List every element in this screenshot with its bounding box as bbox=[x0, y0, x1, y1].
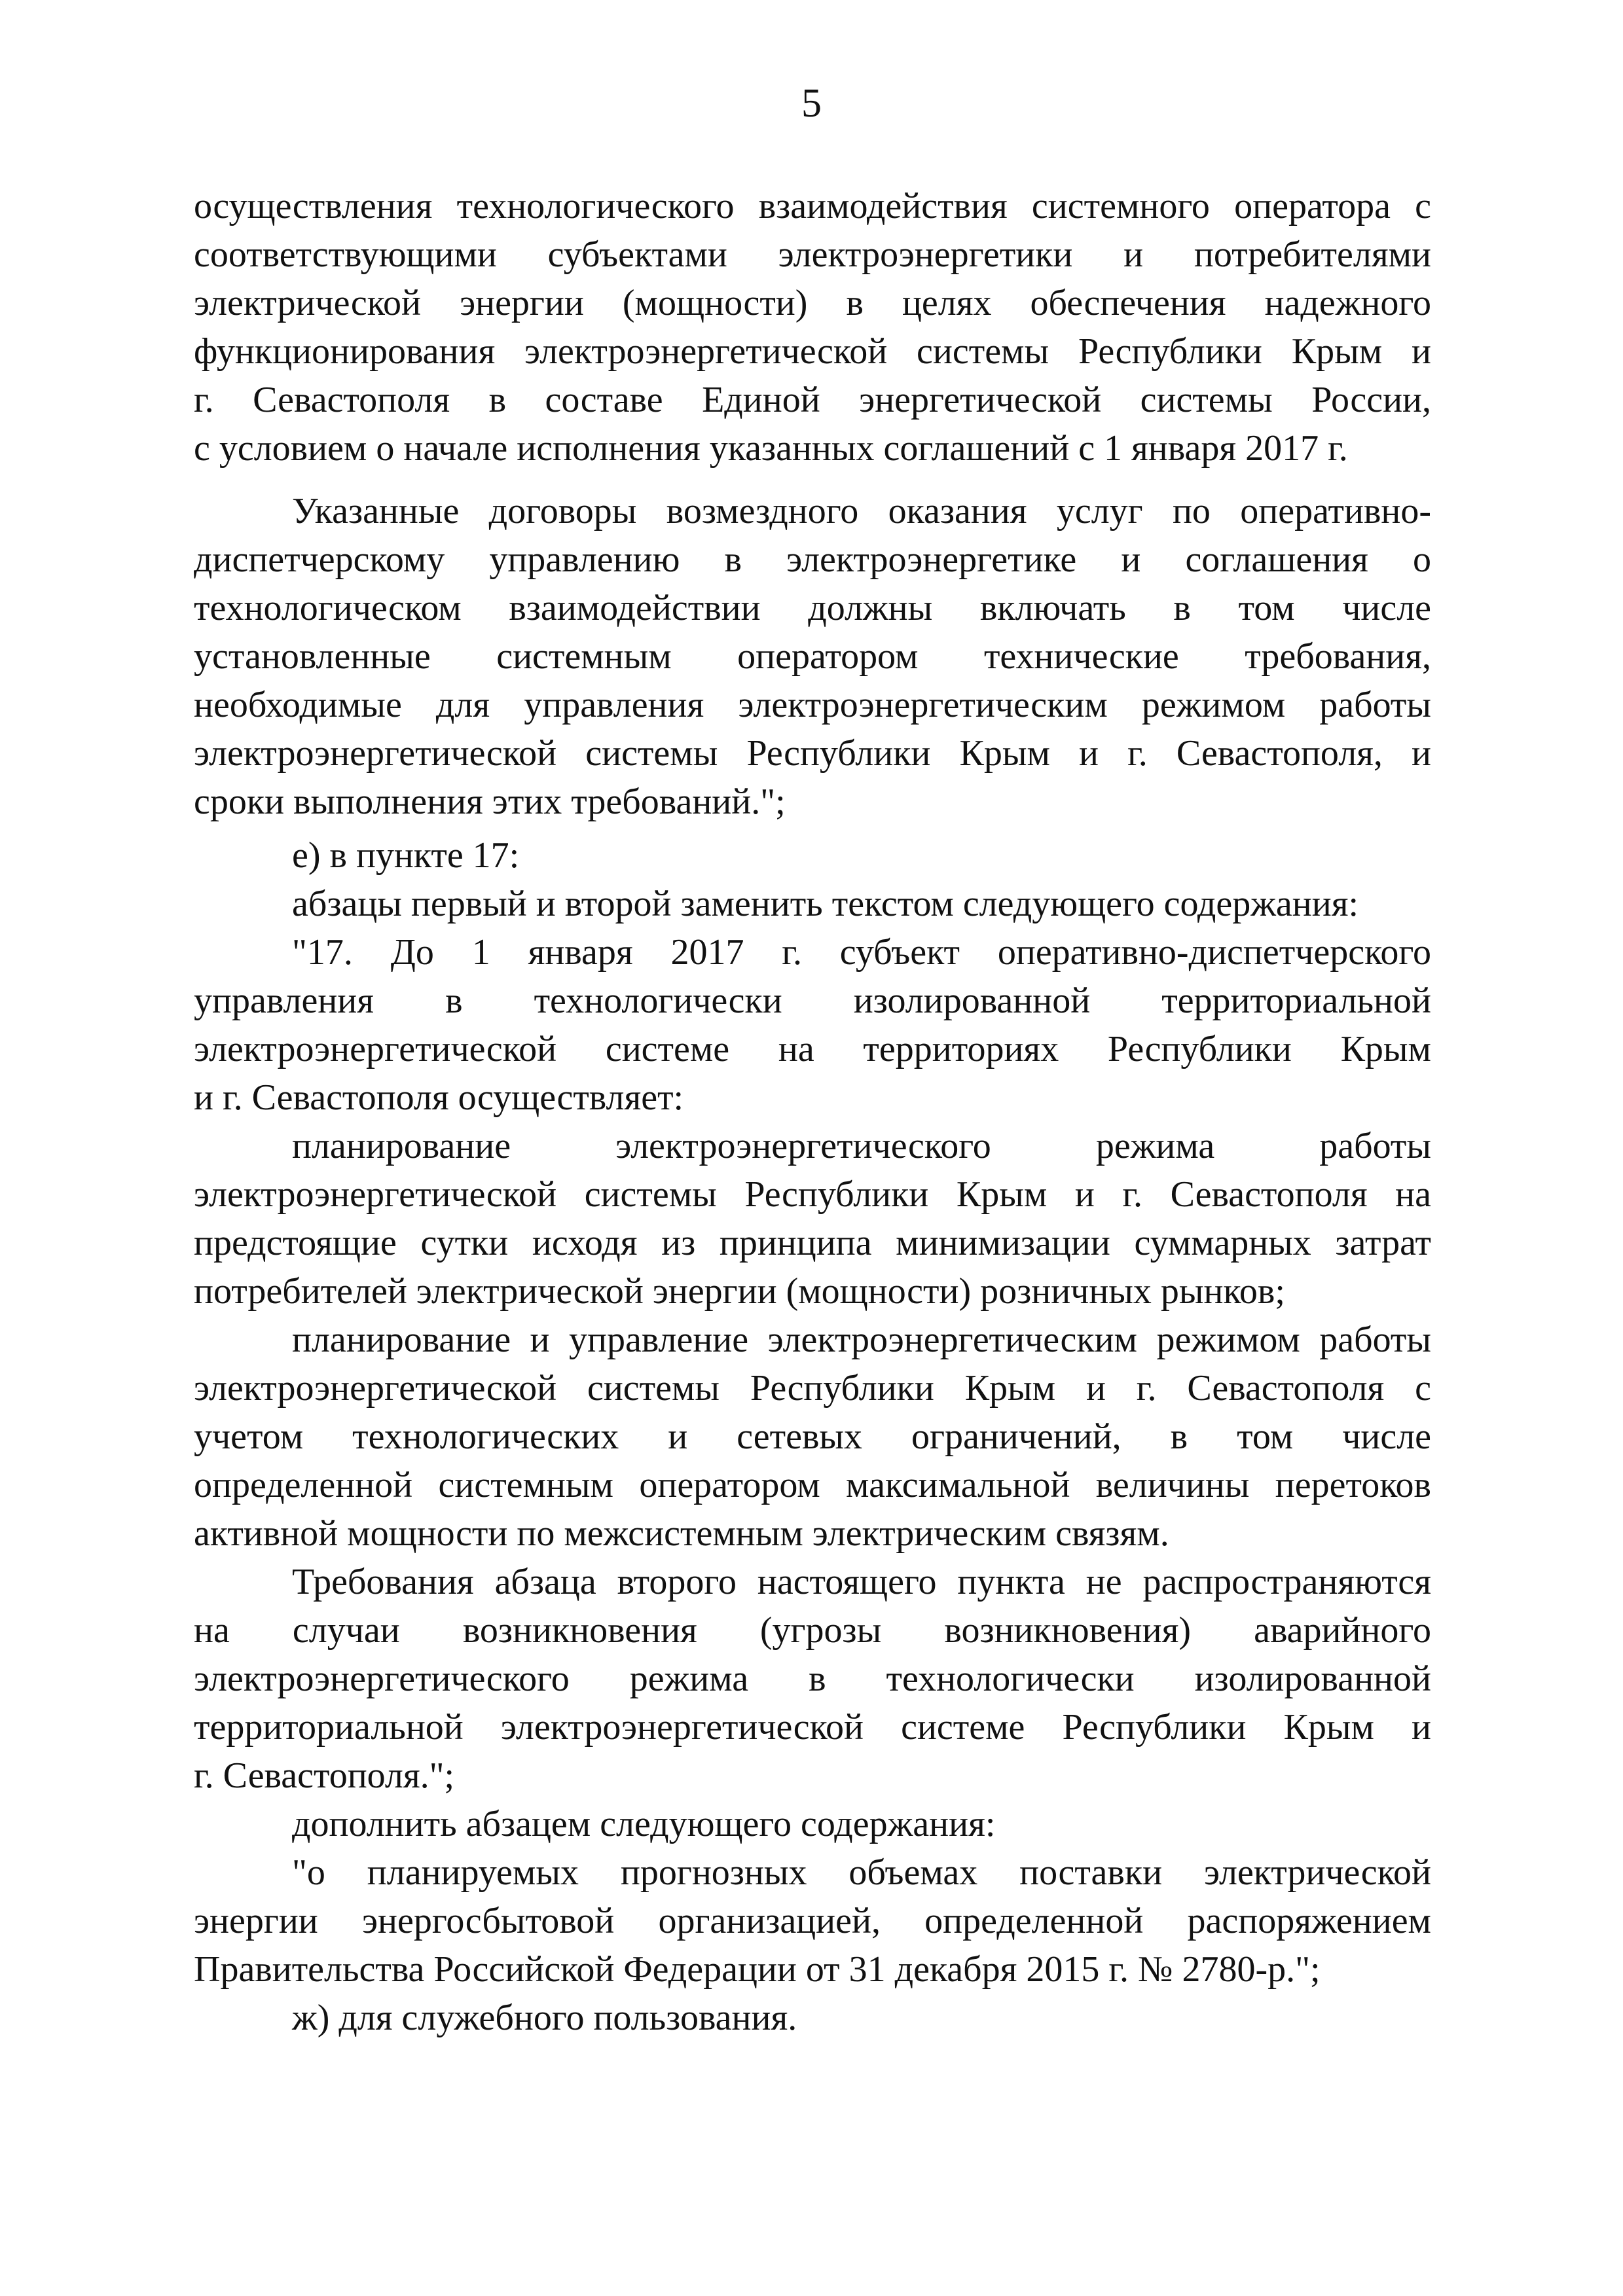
text-line: сроки выполнения этих требований."; bbox=[194, 781, 786, 822]
text-line: определенной системным оператором максимальной величины перетоков bbox=[194, 1465, 1431, 1505]
text-line: территориальной электроэнергетической системе Республики Крым и bbox=[194, 1707, 1431, 1748]
text-line: управления в технологически изолированной территориальной bbox=[194, 980, 1431, 1021]
document-body bbox=[194, 182, 1431, 2042]
text-line: Правительства Российской Федерации от 31 декабря 2015 г. № 2780-р."; bbox=[194, 1949, 1321, 1990]
text-line: учетом технологических и сетевых ограничений, в том числе bbox=[194, 1416, 1431, 1457]
text-line: Указанные договоры возмездного оказания услуг по оперативно- bbox=[292, 491, 1431, 531]
text-line: "17. До 1 января 2017 г. субъект оперативно-диспетчерского bbox=[292, 932, 1431, 973]
text-line: "о планируемых прогнозных объемах поставки электрической bbox=[292, 1852, 1431, 1893]
text-line: е) в пункте 17: bbox=[292, 835, 520, 876]
text-line: г. Севастополя в составе Единой энергетической системы России, bbox=[194, 380, 1431, 420]
text-line: электроэнергетической системы Республики Крым и г. Севастополя на bbox=[194, 1174, 1431, 1215]
text-line: дополнить абзацем следующего содержания: bbox=[292, 1804, 996, 1844]
text-line: необходимые для управления электроэнергетическим режимом работы bbox=[194, 685, 1431, 725]
text-line: и г. Севастополя осуществляет: bbox=[194, 1077, 684, 1118]
text-line: предстоящие сутки исходя из принципа минимизации суммарных затрат bbox=[194, 1223, 1431, 1263]
page-number: 5 bbox=[801, 81, 822, 126]
text-line: ж) для служебного пользования. bbox=[292, 1998, 797, 2038]
text-line: планирование электроэнергетического режима работы bbox=[292, 1126, 1431, 1166]
text-line: Требования абзаца второго настоящего пункта не распространяются bbox=[292, 1562, 1431, 1602]
text-line: с условием о начале исполнения указанных соглашений с 1 января 2017 г. bbox=[194, 428, 1348, 469]
text-line: электроэнергетической системы Республики Крым и г. Севастополя, и bbox=[194, 733, 1431, 774]
text-line: абзацы первый и второй заменить текстом следующего содержания: bbox=[292, 884, 1359, 924]
text-line: диспетчерскому управлению в электроэнергетике и соглашения о bbox=[194, 539, 1431, 580]
text-line: электроэнергетического режима в технологически изолированной bbox=[194, 1659, 1431, 1699]
text-line: технологическом взаимодействии должны включать в том числе bbox=[194, 588, 1431, 628]
text-line: энергии энергосбытовой организацией, определенной распоряжением bbox=[194, 1901, 1431, 1941]
text-line: осуществления технологического взаимодействия системного оператора с bbox=[194, 186, 1431, 226]
text-line: на случаи возникновения (угрозы возникновения) аварийного bbox=[194, 1610, 1431, 1651]
text-line: г. Севастополя."; bbox=[194, 1755, 455, 1796]
text-line: потребителей электрической энергии (мощности) розничных рынков; bbox=[194, 1271, 1285, 1312]
text-line: установленные системным оператором технические требования, bbox=[194, 636, 1431, 677]
text-line: планирование и управление электроэнергетическим режимом работы bbox=[292, 1319, 1431, 1360]
text-line: электроэнергетической системе на территориях Республики Крым bbox=[194, 1029, 1431, 1069]
text-line: функционирования электроэнергетической системы Республики Крым и bbox=[194, 331, 1431, 372]
text-line: электрической энергии (мощности) в целях обеспечения надежного bbox=[194, 283, 1431, 323]
text-line: электроэнергетической системы Республики Крым и г. Севастополя с bbox=[194, 1368, 1431, 1408]
text-line: соответствующими субъектами электроэнергетики и потребителями bbox=[194, 234, 1431, 275]
text-line: активной мощности по межсистемным электрическим связям. bbox=[194, 1513, 1169, 1554]
